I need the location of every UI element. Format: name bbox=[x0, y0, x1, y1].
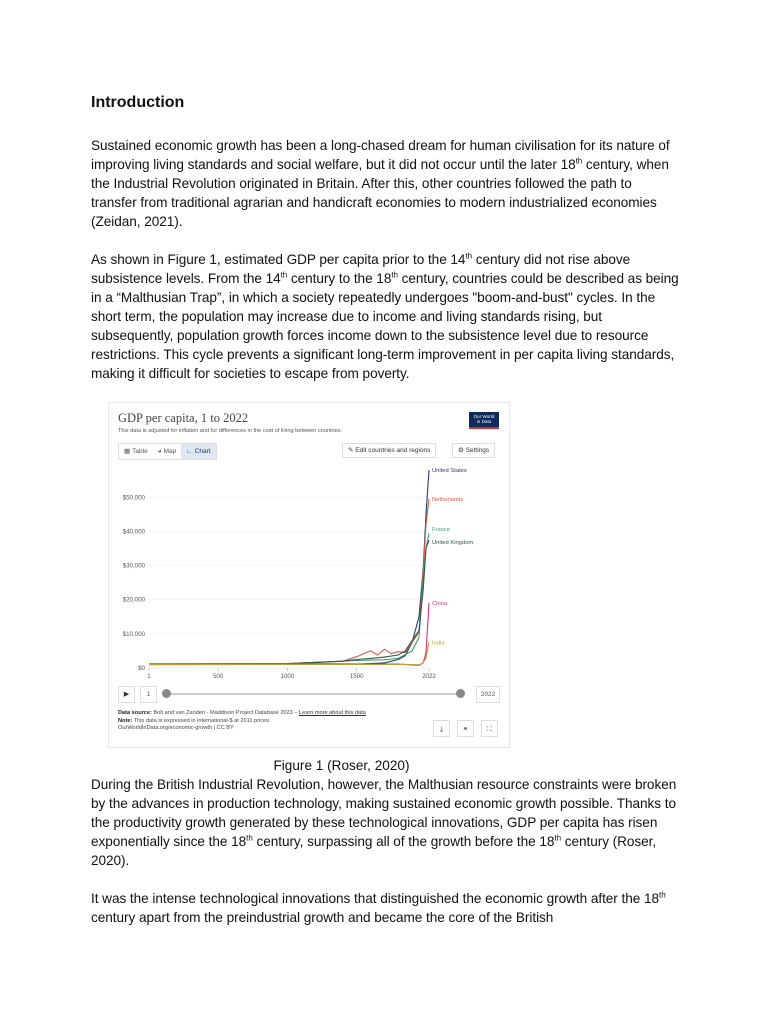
y-tick-label: $10,000 bbox=[122, 630, 145, 638]
fullscreen-button[interactable] bbox=[481, 720, 498, 737]
figure-caption: Figure 1 (Roser, 2020) bbox=[273, 758, 410, 773]
superscript: th bbox=[554, 833, 561, 843]
tab-map-label: Map bbox=[163, 447, 177, 455]
superscript: th bbox=[575, 156, 583, 166]
paragraph-2 bbox=[91, 250, 681, 383]
timeline-end-year[interactable]: 2022 bbox=[476, 686, 500, 703]
timeline-start-year[interactable]: 1 bbox=[140, 686, 157, 703]
line-chart bbox=[109, 403, 509, 685]
document-body bbox=[91, 92, 681, 402]
download-button[interactable] bbox=[433, 720, 450, 737]
series-label: France bbox=[432, 527, 451, 534]
superscript: th bbox=[391, 270, 398, 280]
expand-icon: ⛶ bbox=[487, 725, 492, 733]
tab-table-label: Table bbox=[132, 447, 148, 455]
edit-countries-label: Edit countries and regions bbox=[355, 447, 431, 454]
paragraph-3-text-cont: century, surpassing all of the growth before the 18 bbox=[252, 834, 555, 849]
timeline-handle-start[interactable] bbox=[162, 689, 171, 698]
line-chart-icon: ∟ bbox=[186, 447, 193, 455]
share-button[interactable] bbox=[457, 720, 474, 737]
learn-more-link[interactable]: Learn more about this data bbox=[299, 710, 366, 716]
x-tick-label: 2022 bbox=[422, 673, 436, 680]
x-tick-label: 1 bbox=[147, 673, 151, 680]
x-tick-label: 1000 bbox=[280, 673, 295, 680]
chart-subtitle: This data is adjusted for inflation and for differences in the cost of living between countries. bbox=[118, 428, 343, 434]
superscript: th bbox=[659, 890, 666, 900]
share-icon: ⚭ bbox=[462, 725, 469, 733]
series-line-united-states bbox=[149, 470, 429, 665]
chart-footer bbox=[118, 710, 366, 733]
paragraph-2-text-cont: century, countries could be described as being in a “Malthusian Trap”, in which a society repeatedly undergoes "boom-and-bust" cycles. In the short term, the population may increase due to income and living standards rising, but subsequently, population growth forces income down to the subsistence level due to resource restrictions. This cycle prevents a significant long-term improvement in per capita living standards, making it difficult for societies to escape from poverty. bbox=[91, 271, 679, 381]
note-text: This data is expressed in international-$ at 2011 prices. bbox=[133, 717, 271, 724]
paragraph-4-text-cont: century apart from the preindustrial growth and became the core of the British bbox=[91, 910, 554, 925]
y-tick-label: $30,000 bbox=[122, 562, 145, 570]
series-label: United States bbox=[432, 468, 467, 474]
paragraph-1 bbox=[91, 136, 681, 231]
source-label: Data source: bbox=[118, 710, 152, 716]
gear-icon: ⚙ bbox=[458, 447, 464, 454]
figure-gdp-chart bbox=[108, 402, 510, 748]
paragraph-2-text-cont: century to the 18 bbox=[287, 271, 392, 286]
series-label: Netherlands bbox=[432, 497, 464, 504]
series-label: India bbox=[432, 640, 445, 647]
paragraph-4-text: It was the intense technological innovations that distinguished the economic growth after the 18 bbox=[91, 891, 660, 906]
paragraph-3-text: During the British Industrial Revolution, however, the Malthusian resource constraints were broken by the advances in production technology, making sustained economic growth possible. Thanks to the productivity growth generated by these technological innovations, GDP per capita has risen exponentially since the 18 bbox=[91, 777, 677, 849]
table-icon: ▦ bbox=[124, 447, 131, 455]
timeline-track[interactable] bbox=[167, 693, 460, 695]
paragraph-2-text-cont: century did not rise above subsistence levels. From the 14 bbox=[91, 252, 631, 286]
series-label: China bbox=[432, 601, 448, 608]
source-text: Bolt and van Zanden - Maddison Project Database 2023 – bbox=[153, 710, 298, 716]
data-source-line bbox=[118, 710, 366, 718]
chart-title: GDP per capita, 1 to 2022 bbox=[118, 411, 249, 425]
tab-chart-label: Chart bbox=[194, 447, 211, 455]
paragraph-1-text-cont: century, when the Industrial Revolution originated in Britain. After this, other countries followed the path to transfer from traditional agrarian and handicraft economies to modern industrialized economies (Zeidan, 2021). bbox=[91, 157, 669, 229]
timeline-handle-end[interactable] bbox=[456, 689, 465, 698]
note-label: Note: bbox=[118, 717, 133, 724]
series-line-china bbox=[149, 603, 429, 665]
superscript: th bbox=[280, 270, 288, 280]
x-tick-label: 1500 bbox=[349, 673, 364, 680]
y-tick-label: $40,000 bbox=[122, 528, 145, 536]
section-heading: Introduction bbox=[91, 94, 185, 111]
timeline-controls bbox=[118, 685, 500, 703]
series-label: United Kingdom bbox=[432, 539, 474, 546]
note-line bbox=[118, 718, 366, 726]
url-line: OurWorldInData.org/economic-growth | CC BY bbox=[118, 725, 234, 732]
series-line-netherlands bbox=[149, 499, 429, 664]
series-line-united-kingdom bbox=[149, 540, 429, 664]
settings-label: Settings bbox=[465, 447, 490, 454]
paragraph-1-text: Sustained economic growth has been a long-chased dream for human civilisation for its nature of improving living standards and social welfare, but it did not occur until the later 18 bbox=[91, 138, 670, 172]
globe-icon: ◕ bbox=[157, 447, 162, 455]
paragraph-2-text: As shown in Figure 1, estimated GDP per capita prior to the 14 bbox=[91, 252, 466, 267]
logo-text-line-1: Our World bbox=[473, 414, 495, 419]
x-tick-label: 500 bbox=[212, 673, 224, 680]
y-tick-label: $0 bbox=[138, 665, 145, 672]
series-line-france bbox=[149, 533, 429, 664]
superscript: th bbox=[246, 833, 253, 843]
document-body-continued bbox=[91, 775, 681, 946]
paragraph-3 bbox=[91, 775, 681, 870]
series-line-india bbox=[149, 642, 429, 664]
superscript: th bbox=[465, 251, 473, 261]
logo-text-line-2: in Data bbox=[476, 419, 492, 424]
paragraph-4 bbox=[91, 889, 681, 927]
paragraph-3-text-cont: century (Roser, 2020). bbox=[91, 834, 657, 868]
y-tick-label: $20,000 bbox=[122, 596, 145, 604]
download-icon: ⤓ bbox=[439, 725, 444, 733]
y-tick-label: $50,000 bbox=[122, 494, 145, 502]
play-button[interactable]: ▶ bbox=[118, 686, 135, 703]
pencil-icon: ✎ bbox=[348, 447, 354, 454]
